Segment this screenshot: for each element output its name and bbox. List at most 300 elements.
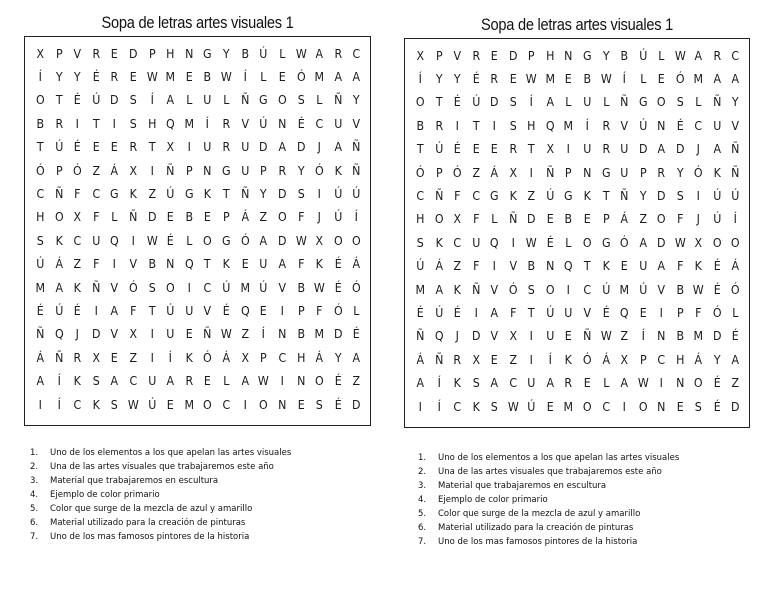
grid-letter: V bbox=[731, 118, 740, 133]
grid-letter: I bbox=[243, 397, 247, 412]
grid-letter: D bbox=[638, 142, 648, 157]
grid-letter: L bbox=[260, 70, 267, 85]
grid-letter: J bbox=[75, 327, 80, 342]
grid-letter: Á bbox=[694, 352, 703, 367]
grid-letter: Y bbox=[713, 352, 721, 367]
grid-letter: R bbox=[110, 70, 119, 85]
grid-letter: Ú bbox=[731, 189, 740, 204]
grid-letter: S bbox=[509, 118, 517, 133]
grid-letter: P bbox=[55, 163, 63, 178]
grid-letter: Ñ bbox=[583, 329, 592, 344]
grid-letter: A bbox=[278, 140, 287, 155]
grid-letter: K bbox=[129, 187, 137, 202]
grid-letter: O bbox=[166, 280, 175, 295]
grid-letter: M bbox=[35, 280, 46, 295]
grid-letter: W bbox=[313, 280, 325, 295]
grid-letter: D bbox=[527, 212, 536, 227]
grid-letter: P bbox=[565, 165, 573, 180]
grid-letter: V bbox=[509, 259, 517, 274]
grid-letter: I bbox=[150, 350, 154, 365]
grid-letter: Z bbox=[472, 165, 480, 180]
grid-letter: Ú bbox=[601, 282, 610, 297]
grid-letter: W bbox=[220, 70, 232, 85]
grid-letter: D bbox=[91, 327, 101, 342]
grid-letter: S bbox=[297, 187, 305, 202]
grid-letter: Ñ bbox=[416, 329, 425, 344]
grid-letter: V bbox=[620, 118, 629, 133]
grid-letter: Á bbox=[315, 350, 324, 365]
grid-letter: I bbox=[75, 116, 80, 131]
clue-item bbox=[30, 474, 291, 488]
clue-number: 1. bbox=[30, 448, 39, 458]
grid-letter: E bbox=[565, 72, 573, 87]
grid-letter: É bbox=[453, 95, 461, 110]
clue-text: Uno de los mas famosos pintores de la historia bbox=[50, 532, 250, 542]
grid-letter: Y bbox=[297, 163, 305, 178]
grid-letter: K bbox=[435, 235, 443, 250]
grid-letter: M bbox=[545, 72, 555, 87]
grid-letter: Ñ bbox=[54, 350, 64, 365]
grid-letter: H bbox=[675, 352, 685, 367]
grid-letter: B bbox=[583, 72, 592, 87]
clue-item bbox=[30, 446, 291, 460]
grid-letter: U bbox=[166, 327, 175, 342]
puzzle-title: Sopa de letras artes visuales 1 bbox=[101, 13, 294, 32]
grid-letter: Ó bbox=[296, 70, 306, 85]
grid-letter: W bbox=[526, 235, 538, 250]
grid-letter: I bbox=[150, 163, 154, 178]
grid-letter: N bbox=[278, 116, 287, 131]
grid-letter: E bbox=[509, 72, 517, 87]
grid-letter: É bbox=[453, 305, 461, 320]
grid-letter: O bbox=[638, 399, 648, 414]
grid-letter: K bbox=[73, 374, 82, 389]
grid-letter: R bbox=[55, 116, 63, 131]
grid-letter: Ú bbox=[434, 142, 443, 157]
grid-letter: Í bbox=[622, 72, 627, 87]
grid-letter: E bbox=[129, 70, 137, 85]
grid-letter: U bbox=[240, 140, 250, 155]
letter-grid bbox=[411, 44, 745, 423]
clue-item bbox=[418, 521, 679, 535]
grid-letter: M bbox=[693, 329, 704, 344]
grid-letter: I bbox=[659, 305, 664, 320]
grid-letter: X bbox=[620, 352, 629, 367]
grid-letter: Z bbox=[509, 352, 517, 367]
clue-text: Color que surge de la mezcla de azul y amarillo bbox=[438, 509, 641, 519]
grid-letter: C bbox=[73, 233, 82, 248]
grid-letter: P bbox=[297, 303, 305, 318]
grid-letter: Í bbox=[38, 70, 42, 85]
grid-letter: E bbox=[167, 210, 175, 225]
grid-letter: U bbox=[583, 95, 592, 110]
grid-letter: É bbox=[334, 397, 342, 412]
grid-letter: G bbox=[110, 187, 120, 202]
grid-letter: L bbox=[316, 93, 323, 108]
grid-letter: L bbox=[491, 212, 498, 227]
grid-letter: F bbox=[472, 259, 480, 274]
grid-letter: É bbox=[334, 280, 342, 295]
grid-letter: É bbox=[74, 140, 82, 155]
grid-letter: I bbox=[567, 142, 571, 157]
clue-item bbox=[30, 460, 291, 474]
grid-letter: Á bbox=[110, 163, 119, 178]
grid-letter: Ó bbox=[620, 235, 629, 250]
grid-letter: I bbox=[150, 327, 154, 342]
grid-letter: Á bbox=[416, 352, 425, 367]
grid-letter: Á bbox=[435, 259, 443, 274]
grid-letter: M bbox=[563, 118, 574, 133]
grid-letter: É bbox=[334, 374, 342, 389]
grid-letter: F bbox=[316, 303, 323, 318]
clue-item bbox=[418, 507, 679, 521]
grid-letter: Ó bbox=[675, 72, 685, 87]
grid-letter: I bbox=[567, 282, 571, 297]
grid-letter: M bbox=[693, 72, 704, 87]
grid-letter: A bbox=[713, 142, 721, 157]
grid-letter: H bbox=[296, 350, 305, 365]
grid-letter: M bbox=[619, 282, 630, 297]
grid-letter: X bbox=[36, 46, 45, 61]
grid-letter: L bbox=[565, 235, 572, 250]
grid-letter: É bbox=[713, 399, 721, 414]
grid-letter: P bbox=[260, 350, 267, 365]
grid-letter: I bbox=[474, 305, 478, 320]
grid-letter: B bbox=[36, 116, 45, 131]
grid-letter: C bbox=[222, 397, 231, 412]
grid-letter: L bbox=[111, 210, 118, 225]
grid-letter: B bbox=[676, 329, 684, 344]
grid-letter: D bbox=[110, 93, 119, 108]
grid-letter: T bbox=[472, 118, 480, 133]
grid-letter: E bbox=[490, 48, 498, 63]
grid-letter: Ñ bbox=[36, 327, 45, 342]
grid-letter: M bbox=[314, 70, 325, 85]
grid-letter: E bbox=[639, 305, 647, 320]
grid-letter: W bbox=[146, 70, 158, 85]
grid-letter: Ñ bbox=[471, 282, 481, 297]
grid-letter: P bbox=[260, 163, 267, 178]
grid-letter: Á bbox=[241, 210, 249, 225]
grid-letter: Ñ bbox=[166, 163, 175, 178]
grid-letter: H bbox=[147, 116, 157, 131]
grid-letter: S bbox=[509, 95, 517, 110]
grid-letter: C bbox=[694, 118, 703, 133]
grid-letter: K bbox=[334, 163, 342, 178]
grid-letter: Ñ bbox=[240, 93, 250, 108]
grid-letter: N bbox=[564, 48, 573, 63]
clue-text: Una de las artes visuales que trabajaremos este año bbox=[50, 462, 274, 472]
grid-letter: F bbox=[130, 303, 137, 318]
grid-letter: F bbox=[74, 187, 81, 202]
grid-letter: G bbox=[638, 95, 648, 110]
grid-letter: R bbox=[222, 116, 231, 131]
grid-letter: T bbox=[36, 140, 44, 155]
grid-letter: I bbox=[280, 303, 284, 318]
grid-letter: Ú bbox=[166, 187, 175, 202]
letter-grid bbox=[31, 42, 366, 421]
grid-letter: S bbox=[129, 116, 137, 131]
grid-letter: S bbox=[676, 95, 684, 110]
grid-letter: É bbox=[36, 303, 44, 318]
grid-letter: O bbox=[35, 93, 45, 108]
grid-letter: F bbox=[695, 305, 702, 320]
grid-letter: Ñ bbox=[352, 163, 361, 178]
grid-letter: É bbox=[353, 327, 361, 342]
grid-letter: A bbox=[352, 70, 361, 85]
grid-letter: Y bbox=[353, 93, 361, 108]
grid-letter: É bbox=[546, 235, 554, 250]
grid-letter: E bbox=[185, 327, 193, 342]
grid-letter: R bbox=[509, 142, 517, 157]
grid-letter: V bbox=[490, 329, 499, 344]
grid-letter: F bbox=[92, 210, 100, 225]
grid-letter: S bbox=[315, 397, 323, 412]
grid-letter: B bbox=[676, 282, 684, 297]
grid-letter: Á bbox=[620, 212, 629, 227]
grid-letter: E bbox=[111, 46, 119, 61]
grid-letter: Z bbox=[352, 374, 361, 389]
grid-letter: L bbox=[186, 233, 193, 248]
grid-letter: V bbox=[453, 48, 462, 63]
grid-letter: I bbox=[113, 116, 117, 131]
clue-list-left bbox=[30, 446, 291, 544]
letter-grid-frame bbox=[404, 38, 750, 428]
grid-letter: J bbox=[317, 140, 322, 155]
grid-letter: Ú bbox=[638, 118, 647, 133]
grid-letter: T bbox=[204, 257, 212, 272]
grid-letter: V bbox=[583, 305, 592, 320]
grid-letter: Y bbox=[334, 350, 342, 365]
grid-letter: D bbox=[471, 329, 481, 344]
grid-letter: Ó bbox=[694, 165, 703, 180]
grid-letter: F bbox=[472, 212, 480, 227]
grid-letter: S bbox=[676, 189, 684, 204]
grid-letter: Ó bbox=[731, 282, 741, 297]
grid-letter: N bbox=[657, 118, 666, 133]
grid-letter: Ñ bbox=[713, 95, 722, 110]
clue-number: 3. bbox=[30, 476, 39, 486]
grid-letter: E bbox=[92, 140, 100, 155]
grid-letter: R bbox=[334, 46, 342, 61]
grid-letter: I bbox=[529, 352, 534, 367]
grid-letter: Y bbox=[435, 72, 443, 87]
grid-letter: V bbox=[110, 327, 119, 342]
grid-letter: T bbox=[416, 142, 424, 157]
grid-letter: D bbox=[333, 327, 343, 342]
grid-letter: P bbox=[55, 46, 63, 61]
grid-letter: C bbox=[36, 187, 45, 202]
grid-letter: É bbox=[334, 257, 342, 272]
grid-letter: J bbox=[455, 329, 460, 344]
grid-letter: C bbox=[453, 235, 462, 250]
grid-letter: Í bbox=[57, 397, 61, 412]
grid-letter: Ó bbox=[712, 305, 722, 320]
grid-letter: Y bbox=[260, 187, 268, 202]
grid-letter: W bbox=[600, 72, 612, 87]
grid-letter: K bbox=[472, 399, 480, 414]
grid-letter: R bbox=[73, 350, 82, 365]
grid-letter: O bbox=[582, 399, 592, 414]
grid-letter: Ú bbox=[713, 189, 722, 204]
grid-letter: C bbox=[657, 352, 666, 367]
grid-letter: Ñ bbox=[620, 95, 629, 110]
grid-letter: F bbox=[297, 210, 305, 225]
grid-letter: V bbox=[110, 280, 119, 295]
grid-letter: I bbox=[492, 259, 497, 274]
grid-letter: P bbox=[639, 165, 647, 180]
clue-list-right bbox=[418, 451, 679, 549]
grid-letter: B bbox=[527, 259, 536, 274]
clue-text: Material que trabajaremos en escultura bbox=[438, 481, 607, 491]
grid-letter: R bbox=[657, 165, 666, 180]
grid-letter: Ñ bbox=[54, 187, 64, 202]
grid-letter: F bbox=[676, 212, 684, 227]
grid-letter: B bbox=[564, 212, 573, 227]
grid-letter: P bbox=[185, 163, 193, 178]
grid-letter: C bbox=[73, 397, 82, 412]
grid-letter: P bbox=[435, 48, 443, 63]
grid-letter: O bbox=[259, 397, 268, 412]
grid-letter: Z bbox=[620, 329, 629, 344]
grid-letter: I bbox=[317, 187, 322, 202]
grid-letter: O bbox=[694, 376, 703, 391]
grid-letter: G bbox=[582, 48, 592, 63]
grid-letter: Í bbox=[734, 212, 738, 227]
grid-letter: A bbox=[546, 95, 554, 110]
grid-letter: K bbox=[73, 280, 82, 295]
grid-letter: A bbox=[713, 72, 721, 87]
grid-letter: U bbox=[147, 374, 157, 389]
grid-letter: Q bbox=[490, 235, 499, 250]
grid-letter: D bbox=[675, 142, 685, 157]
grid-letter: M bbox=[184, 397, 194, 412]
grid-letter: É bbox=[713, 259, 721, 274]
grid-letter: Z bbox=[92, 163, 100, 178]
grid-letter: M bbox=[165, 70, 176, 85]
grid-letter: E bbox=[111, 140, 119, 155]
grid-letter: Ú bbox=[222, 280, 231, 295]
grid-letter: A bbox=[166, 374, 175, 389]
grid-letter: Q bbox=[184, 257, 194, 272]
grid-letter: B bbox=[297, 280, 305, 295]
grid-letter: W bbox=[220, 327, 232, 342]
grid-letter: S bbox=[528, 282, 536, 297]
grid-letter: G bbox=[601, 165, 611, 180]
grid-letter: E bbox=[546, 212, 554, 227]
grid-letter: R bbox=[601, 118, 610, 133]
grid-letter: L bbox=[223, 93, 230, 108]
grid-letter: Ñ bbox=[508, 212, 518, 227]
grid-letter: E bbox=[676, 399, 684, 414]
grid-letter: Ñ bbox=[731, 165, 740, 180]
grid-letter: I bbox=[696, 189, 701, 204]
grid-letter: T bbox=[435, 95, 443, 110]
grid-letter: G bbox=[490, 189, 499, 204]
grid-letter: V bbox=[657, 282, 666, 297]
grid-letter: T bbox=[148, 303, 156, 318]
grid-letter: Í bbox=[548, 352, 552, 367]
grid-letter: O bbox=[277, 210, 287, 225]
grid-letter: W bbox=[295, 46, 307, 61]
word-search-right bbox=[404, 14, 750, 428]
grid-letter: O bbox=[415, 95, 425, 110]
grid-letter: U bbox=[620, 142, 629, 157]
grid-letter: B bbox=[241, 46, 249, 61]
clue-number: 7. bbox=[30, 532, 39, 542]
grid-letter: G bbox=[564, 189, 573, 204]
puzzle-title: Sopa de letras artes visuales 1 bbox=[481, 15, 673, 34]
grid-letter: X bbox=[509, 329, 517, 344]
grid-letter: A bbox=[334, 140, 342, 155]
grid-letter: Z bbox=[453, 259, 462, 274]
clue-text: Material utilizado para la creación de pinturas bbox=[438, 523, 634, 533]
grid-letter: O bbox=[333, 233, 343, 248]
grid-letter: Ú bbox=[434, 305, 443, 320]
grid-letter: E bbox=[278, 70, 286, 85]
clue-number: 2. bbox=[418, 467, 427, 477]
grid-letter: Ú bbox=[259, 280, 268, 295]
grid-letter: E bbox=[583, 376, 591, 391]
grid-letter: R bbox=[222, 140, 231, 155]
grid-letter: W bbox=[295, 233, 307, 248]
clue-item bbox=[418, 451, 679, 465]
grid-letter: J bbox=[696, 142, 701, 157]
grid-letter: É bbox=[416, 305, 424, 320]
grid-letter: C bbox=[92, 187, 100, 202]
grid-letter: W bbox=[146, 233, 158, 248]
grid-letter: H bbox=[166, 46, 175, 61]
grid-letter: R bbox=[490, 72, 499, 87]
grid-letter: U bbox=[471, 235, 480, 250]
grid-letter: I bbox=[622, 399, 627, 414]
grid-letter: A bbox=[259, 233, 268, 248]
grid-letter: A bbox=[352, 350, 361, 365]
grid-letter: K bbox=[222, 257, 231, 272]
grid-letter: U bbox=[240, 163, 250, 178]
grid-letter: Í bbox=[418, 72, 422, 87]
grid-letter: L bbox=[695, 95, 702, 110]
grid-letter: Í bbox=[585, 118, 589, 133]
grid-letter: W bbox=[127, 397, 139, 412]
grid-letter: Ñ bbox=[731, 142, 740, 157]
grid-letter: K bbox=[694, 259, 703, 274]
grid-letter: Y bbox=[453, 72, 461, 87]
grid-letter: A bbox=[490, 376, 499, 391]
grid-letter: Á bbox=[731, 259, 740, 274]
grid-letter: Ú bbox=[713, 212, 722, 227]
grid-letter: I bbox=[94, 303, 98, 318]
grid-letter: W bbox=[526, 72, 538, 87]
grid-letter: K bbox=[602, 259, 610, 274]
grid-letter: Ú bbox=[92, 93, 101, 108]
grid-letter: Q bbox=[110, 233, 120, 248]
grid-letter: Ó bbox=[203, 350, 213, 365]
clue-item bbox=[30, 502, 291, 516]
grid-letter: W bbox=[507, 399, 519, 414]
grid-letter: Z bbox=[148, 187, 156, 202]
grid-letter: Ñ bbox=[546, 165, 555, 180]
grid-letter: Ó bbox=[35, 163, 45, 178]
grid-letter: W bbox=[693, 282, 705, 297]
grid-letter: Z bbox=[241, 327, 249, 342]
grid-letter: É bbox=[222, 303, 230, 318]
grid-letter: O bbox=[434, 212, 444, 227]
grid-letter: N bbox=[657, 329, 666, 344]
grid-letter: L bbox=[565, 95, 572, 110]
grid-letter: Í bbox=[437, 399, 441, 414]
grid-letter: Á bbox=[36, 350, 45, 365]
